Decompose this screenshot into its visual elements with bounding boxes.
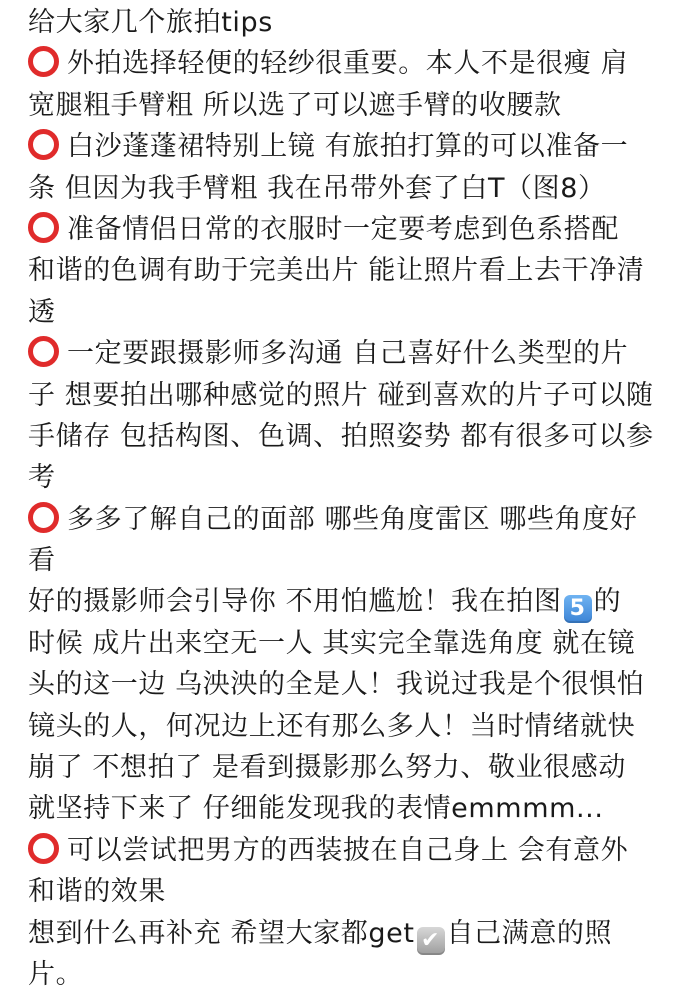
tip-text: 白沙蓬蓬裙特别上镜 有旅拍打算的可以准备一 (67, 131, 629, 163)
text-line: 宽腿粗手臂粗 所以选了可以遮手臂的收腰款 (28, 89, 562, 121)
text-fragment: 的 (593, 586, 622, 618)
tip-line (28, 499, 670, 540)
text-line: 看 (28, 545, 56, 577)
text-line (28, 581, 670, 622)
text-line: 就坚持下来了 仔细能发现我的表情emmmm... (28, 793, 604, 825)
text-fragment: 好的摄影师会引导你 不用怕尴尬！我在拍图 (28, 586, 562, 618)
tip-line (28, 830, 670, 871)
check-box-icon: ✔ (417, 927, 445, 955)
text-line: 和谐的色调有助于完美出片 能让照片看上去干净清 (28, 255, 645, 287)
text-line: 和谐的效果 (28, 876, 166, 908)
text-line: 透 (28, 296, 56, 328)
tip-line (28, 126, 670, 167)
text-line: 考 (28, 462, 56, 494)
text-line: 片。 (28, 958, 84, 990)
text-line: 头的这一边 乌泱泱的全是人！我说过我是个很惧怕 (28, 669, 645, 701)
tip-text: 一定要跟摄影师多沟通 自己喜好什么类型的片 (67, 338, 629, 370)
text-line: 手储存 包括构图、色调、拍照姿势 都有很多可以参 (28, 420, 654, 452)
hollow-red-circle-icon (28, 212, 59, 243)
hollow-red-circle-icon (28, 502, 59, 533)
text-line: 子 想要拍出哪种感觉的照片 碰到喜欢的片子可以随 (28, 379, 654, 411)
tip-text: 多多了解自己的面部 哪些角度雷区 哪些角度好 (67, 503, 638, 535)
text-fragment: 自己满意的照 (446, 917, 613, 949)
text-line (28, 913, 670, 954)
text-line: 时候 成片出来空无一人 其实完全靠选角度 就在镜 (28, 627, 636, 659)
text-line: 崩了 不想拍了 是看到摄影那么努力、敬业很感动 (28, 752, 626, 784)
tip-text: 外拍选择轻便的轻纱很重要。本人不是很瘦 肩 (67, 48, 629, 80)
tip-text: 准备情侣日常的衣服时一定要考虑到色系搭配 (67, 213, 619, 245)
hollow-red-circle-icon (28, 129, 59, 160)
tip-text: 可以尝试把男方的西装披在自己身上 会有意外 (67, 834, 629, 866)
text-line: 条 但因为我手臂粗 我在吊带外套了白T（图8） (28, 172, 606, 204)
text-fragment: 想到什么再补充 希望大家都get (28, 917, 415, 949)
hollow-red-circle-icon (28, 336, 59, 367)
tip-line (28, 209, 670, 250)
hollow-red-circle-icon (28, 46, 59, 77)
hollow-red-circle-icon (28, 833, 59, 864)
tip-line (28, 333, 670, 374)
post-title: 给大家几个旅拍tips (28, 7, 273, 38)
keycap-five-icon: 5 (564, 595, 592, 623)
text-line: 镜头的人，何况边上还有那么多人！当时情绪就快 (28, 710, 636, 742)
tip-line (28, 43, 670, 84)
